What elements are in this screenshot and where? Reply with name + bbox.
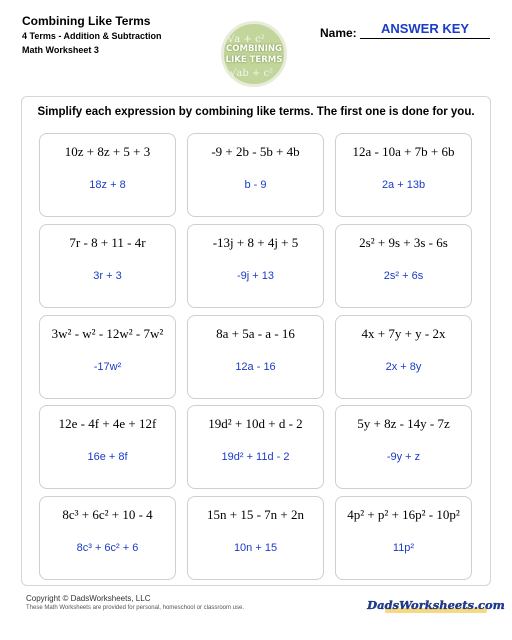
problem-card — [187, 133, 324, 217]
problem-expression: 2s² + 9s + 3s - 6s — [359, 235, 448, 250]
badge-line-1: COMBINING — [226, 44, 282, 54]
problem-expression: 7r - 8 + 11 - 4r — [69, 235, 146, 250]
problem-card — [187, 315, 324, 399]
dadsworksheets-logo — [367, 593, 505, 617]
name-label: Name: — [320, 26, 357, 40]
problem-answer: -9y + z — [386, 451, 421, 463]
problem-expression: 8c³ + 6c² + 10 - 4 — [62, 507, 153, 522]
problem-card — [39, 405, 176, 489]
badge-line-2: LIKE TERMS — [225, 55, 283, 65]
topic-badge — [221, 21, 287, 87]
problem-card — [335, 133, 472, 217]
problem-expression: -13j + 8 + 4j + 5 — [212, 235, 299, 250]
problem-answer: 8c³ + 6c² + 6 — [76, 542, 139, 554]
problem-card — [39, 224, 176, 308]
problem-expression: 15n + 15 - 7n + 2n — [207, 507, 304, 522]
problem-expression: 12e - 4f + 4e + 12f — [58, 416, 157, 431]
problem-answer: 10n + 15 — [233, 542, 278, 554]
problem-card — [335, 405, 472, 489]
problem-answer: 19d² + 11d - 2 — [221, 451, 290, 463]
svg-text:DadsWorksheets.com: DadsWorksheets.com — [367, 598, 505, 612]
problem-answer: -17w² — [93, 361, 122, 373]
problem-answer: -9j + 13 — [237, 270, 274, 282]
problem-card — [39, 133, 176, 217]
problem-expression: 19d² + 10d + d - 2 — [208, 416, 303, 431]
worksheet-title: Combining Like Terms — [22, 14, 151, 28]
problem-expression: 4x + 7y + y - 2x — [361, 326, 446, 341]
problem-expression: 12a - 10a + 7b + 6b — [352, 144, 455, 159]
problem-expression: -9 + 2b - 5b + 4b — [211, 144, 300, 159]
problem-expression: 4p² + p² + 16p² - 10p² — [347, 507, 460, 522]
problem-answer: 2a + 13b — [381, 179, 426, 191]
problem-answer: 3r + 3 — [93, 270, 122, 282]
problem-card — [39, 496, 176, 580]
badge-decoration-top: √a + c² — [228, 34, 265, 45]
worksheet-number: Math Worksheet 3 — [22, 45, 99, 55]
problem-answer: 18z + 8 — [89, 179, 126, 191]
problem-expression: 3w² - w² - 12w² - 7w² — [51, 326, 164, 341]
footer — [26, 593, 244, 613]
badge-decoration-bottom: √ab + c² — [230, 68, 274, 79]
problem-card — [187, 405, 324, 489]
problem-answer: 2x + 8y — [385, 361, 422, 373]
problem-card — [335, 224, 472, 308]
problem-card — [187, 224, 324, 308]
copyright: Copyright © DadsWorksheets, LLC — [26, 594, 151, 603]
answer-key-field: ANSWER KEY — [360, 21, 490, 39]
problem-expression: 8a + 5a - a - 16 — [216, 326, 295, 341]
problem-answer: b - 9 — [244, 179, 267, 191]
problem-card — [39, 315, 176, 399]
problem-card — [335, 496, 472, 580]
problem-answer: 12a - 16 — [235, 361, 276, 373]
problem-card — [335, 315, 472, 399]
problem-expression: 10z + 8z + 5 + 3 — [64, 144, 151, 159]
usage-note: These Math Worksheets are provided for personal, homeschool or classroom use. — [26, 605, 244, 611]
problem-answer: 2s² + 6s — [383, 270, 424, 282]
worksheet-subtitle: 4 Terms - Addition & Subtraction — [22, 31, 162, 41]
problem-expression: 5y + 8z - 14y - 7z — [357, 416, 450, 431]
problem-answer: 16e + 8f — [87, 451, 128, 463]
problem-answer: 11p² — [392, 542, 415, 554]
instructions: Simplify each expression by combining like terms. The first one is done for you. — [37, 106, 475, 118]
worksheet-header — [22, 14, 162, 57]
badge-text — [224, 44, 284, 66]
problem-card — [187, 496, 324, 580]
